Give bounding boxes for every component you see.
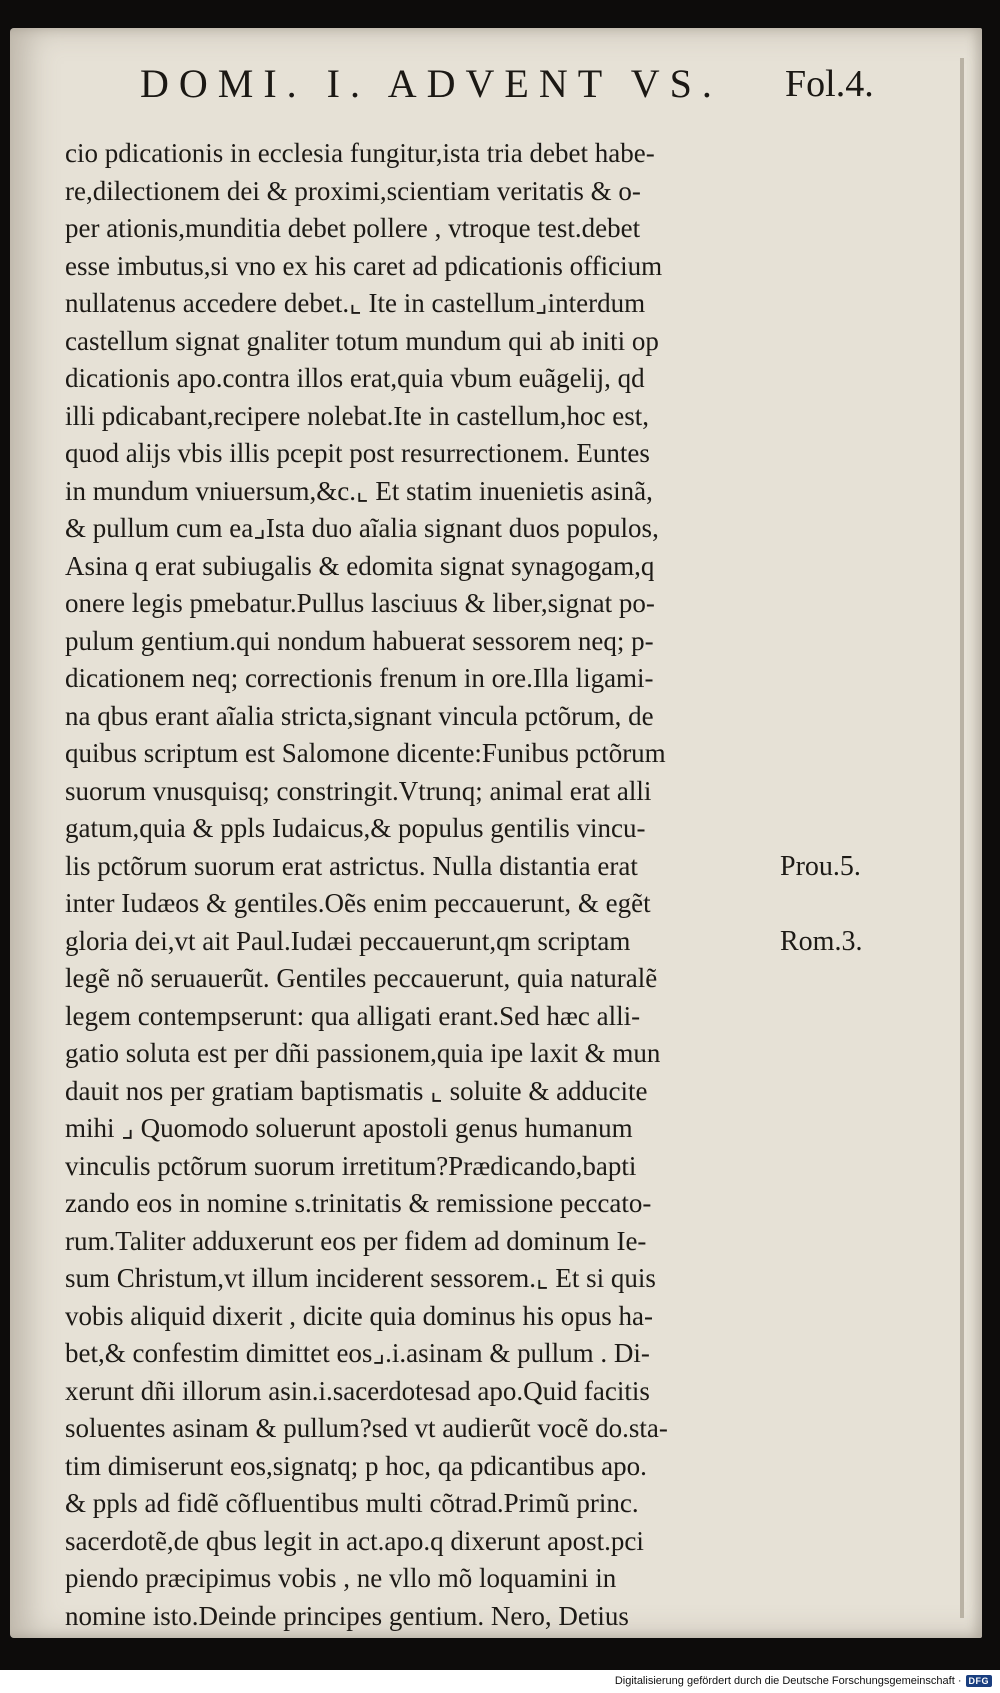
text-line: nomine isto.Deinde principes gentium. Nero, Detius [65,1600,629,1631]
text-line: sum Christum,vt illum inciderent sessorem.⌞ Et si quis [65,1263,656,1293]
text-line: & ppls ad fidẽ cõfluentibus multi cõtrad.Primũ princ. [65,1488,639,1518]
text-line: inter Iudæos & gentiles.Oẽs enim peccauerunt, & egẽt [65,888,651,918]
text-line: dauit nos per gratiam baptismatis ⌞ soluite & adducite [65,1075,648,1106]
text-line: Asina q erat subiugalis & edomita signat synagogam,q [65,550,655,581]
text-line: vinculis pctõrum suorum irretitum?Prædicando,bapti [65,1150,637,1181]
text-line: dicationis apo.contra illos erat,quia vbum euãgelij, qd [65,363,645,393]
text-line: pulum gentium.qui nondum habuerat sessorem neq; p- [65,625,654,656]
text-line: lis pctõrum suorum erat astrictus. Nulla distantia erat [65,850,638,881]
margin-note: Prou.5. [780,850,861,882]
text-line: & pullum cum ea⌟Ista duo aĩalia signant duos populos, [65,513,659,543]
text-line: gatio soluta est per dñi passionem,quia ipe laxit & mun [65,1038,661,1068]
main-text-block [65,135,805,1635]
text-line: gloria dei,vt ait Paul.Iudæi peccauerunt,qm scriptam [65,925,631,956]
text-line: re,dilectionem dei & proximi,scientiam veritatis & o- [65,175,641,206]
text-line: quibus scriptum est Salomone dicente:Funibus pctõrum [65,738,666,768]
text-line: quod alijs vbis illis pcepit post resurrectionem. Euntes [65,438,650,468]
text-line: na qbus erant aĩalia stricta,signant vincula pctõrum, de [65,700,654,731]
page-edge [960,58,964,1618]
text-line: vobis aliquid dixerit , dicite quia dominus his opus ha- [65,1300,653,1331]
footer-text: Digitalisierung gefördert durch die Deutsche Forschungsgemeinschaft · [614,1675,962,1687]
text-line: xerunt dñi illorum asin.i.sacerdotesad apo.Quid facitis [65,1375,650,1406]
text-line: suorum vnusquisq; constringit.Vtrunq; animal erat alli [65,775,652,806]
text-line: bet,& confestim dimittet eos⌟.i.asinam & pullum . Di- [65,1338,650,1368]
text-line: rum.Taliter adduxerunt eos per fidem ad dominum Ie- [65,1225,647,1256]
text-line: legẽ nõ seruauerũt. Gentiles peccauerunt, quia naturalẽ [65,963,658,993]
text-line: zando eos in nomine s.trinitatis & remissione peccato- [65,1188,652,1218]
text-line: soluentes asinam & pullum?sed vt audierũt vocẽ do.sta- [65,1413,668,1443]
text-line: per ationis,munditia debet pollere , vtroque test.debet [65,213,641,243]
text-line: legem contempserunt: qua alligati erant.Sed hæc alli- [65,1000,641,1031]
digitization-footer [615,1675,992,1687]
text-line: illi pdicabant,recipere nolebat.Ite in castellum,hoc est, [65,400,650,431]
text-line: castellum signat gnaliter totum mundum qui ab initi op [65,325,659,356]
text-line: piendo præcipimus vobis , ne vllo mõ loquamini in [65,1563,617,1593]
margin-note: Rom.3. [780,925,863,957]
running-head [140,60,940,120]
text-line: esse imbutus,si vno ex his caret ad pdicationis officium [65,250,663,281]
text-line: in mundum vniuersum,&c.⌞ Et statim inuenietis asinã, [65,475,653,506]
folio-number: Fol.4. [785,63,874,105]
text-line: tim dimiserunt eos,signatq; p hoc, qa pdicantibus apo. [65,1450,647,1481]
text-line: nullatenus accedere debet.⌞ Ite in castellum⌟interdum [65,288,646,318]
text-line: mihi ⌟ Quomodo soluerunt apostoli genus humanum [65,1113,633,1143]
text-line: sacerdotẽ,de qbus legit in act.apo.q dixerunt apost.pci [65,1525,644,1556]
dfg-logo: DFG [966,1675,993,1687]
text-line: dicationem neq; correctionis frenum in ore.Illa ligami- [65,663,654,693]
text-line: cio pdicationis in ecclesia fungitur,ista tria debet habe- [65,138,655,168]
text-line: gatum,quia & ppls Iudaicus,& populus gentilis vincu- [65,813,646,843]
text-line: onere legis pmebatur.Pullus lasciuus & liber,signat po- [65,588,655,618]
running-title: DOMI. I. ADVENT VS. [140,61,722,106]
